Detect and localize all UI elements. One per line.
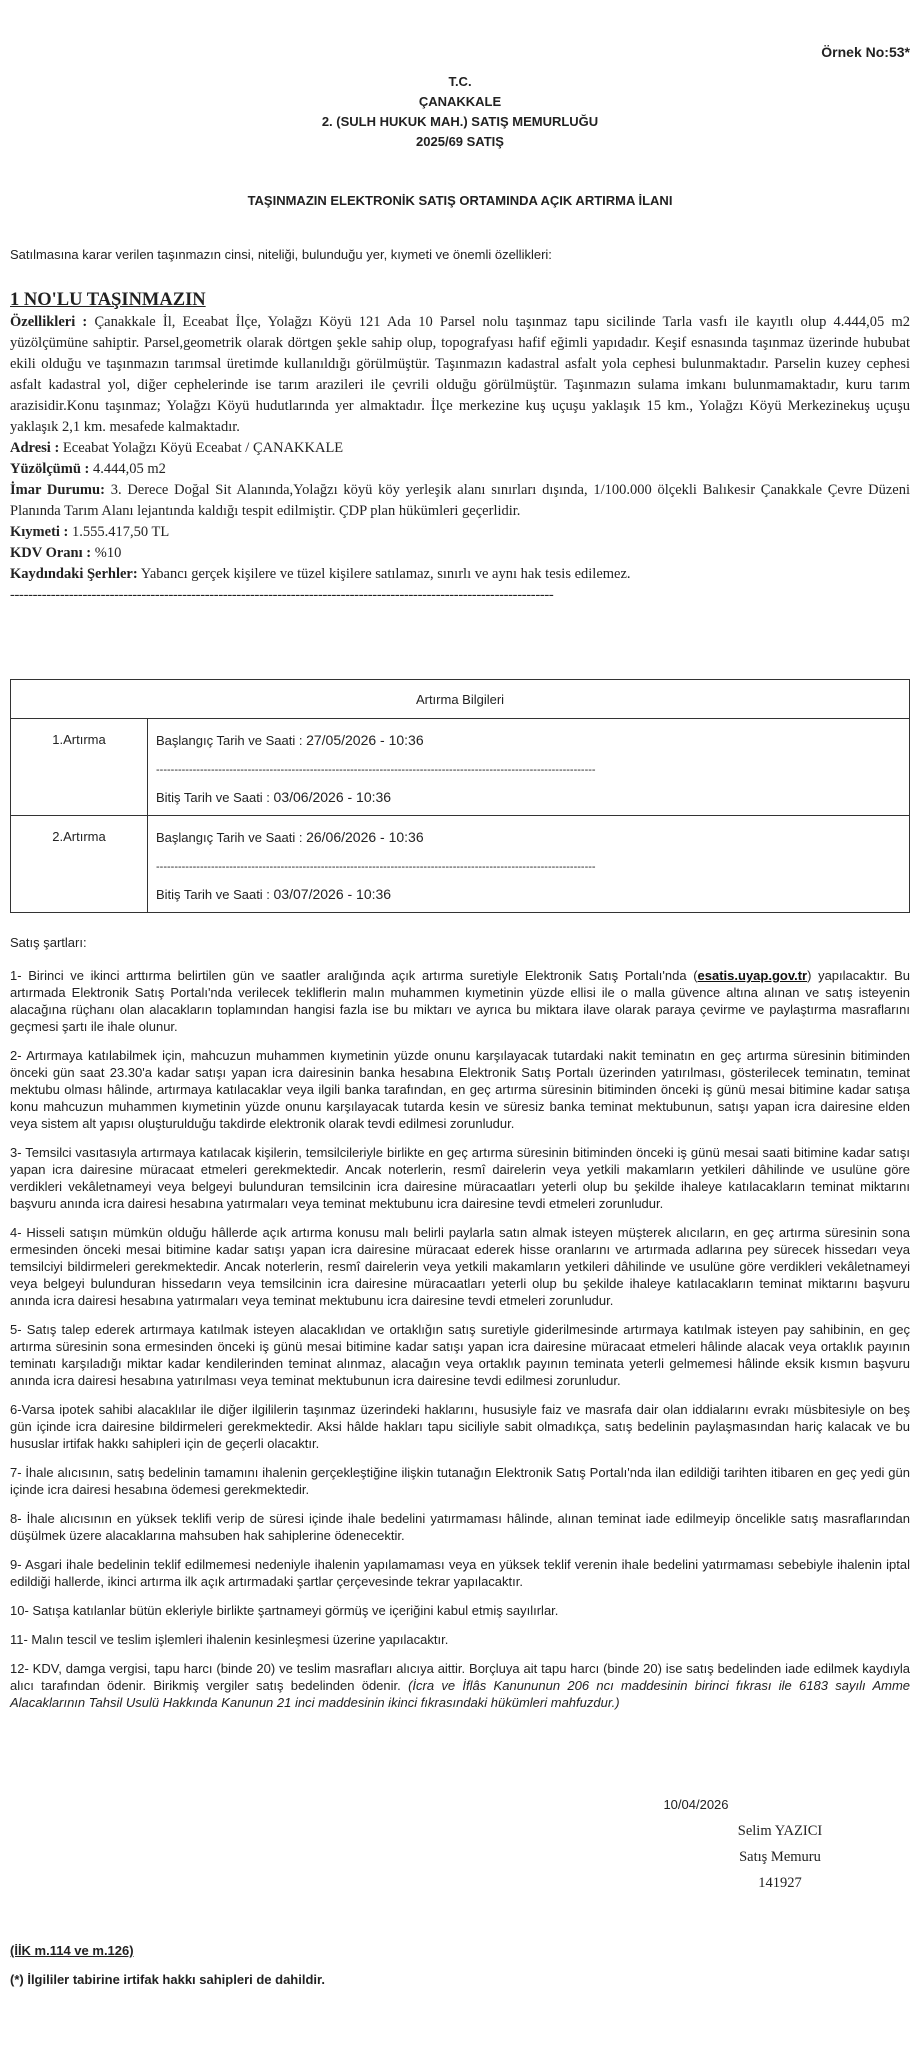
conditions-title: Satış şartları: [10, 935, 87, 950]
property-section [10, 288, 910, 606]
start-label: Başlangıç Tarih ve Saati : [156, 733, 303, 748]
condition-item: 4- Hisseli satışın mümkün olduğu hâllerde açık artırma konusu malı belirli paylarla satın almak isteyen müşterek alıcıların, en geç artırma süresinin sona ermesinden önceki mesai bitimine kadar satışı yapan icra dairesine müracaat ederek hisse oranlarını ve artırmada adlarına pey sürecek hissedarı veya temsilciyi bildirmeleri gerekmektedir. Ancak noterlerin, resmî dairelerin veya yetkili makamların yetkileri dâhilinde ve usulüne göre verdikleri vekâletnameyi veya belgeyi bulunduran hissedarın veya temsilcinin icra dairesine müracaatları yeterli olup bu şekilde ihaleye katılacakların teminat miktarını başvuru anında icra dairesi hesabına yatırmaları veya teminat mektubunu icra dairesine tevdi etmeleri zorunludur. [10, 1225, 910, 1308]
start-value: 27/05/2026 - 10:36 [306, 732, 424, 748]
annotations-label: Kaydındaki Şerhler: [10, 566, 138, 582]
round-details [148, 816, 910, 913]
round-separator: ------------------------------------------------------------------------------------------------------------------------ [156, 764, 596, 776]
esatis-link[interactable]: esatis.uyap.gov.tr [697, 968, 808, 983]
round-end [156, 885, 909, 904]
zoning-label: İmar Durumu: [10, 482, 105, 498]
start-value: 26/06/2026 - 10:36 [306, 829, 424, 845]
annotations-value: Yabancı gerçek kişilere ve tüzel kişilere satılamaz, sınırlı ve aynı hak tesis edilemez. [140, 566, 631, 582]
vat-label: KDV Oranı : [10, 545, 92, 561]
condition-item [10, 1660, 910, 1711]
auction-round-row [11, 816, 910, 913]
signer-name: Selim YAZICI [737, 1823, 823, 1839]
condition-item: 8- İhale alıcısının en yüksek teklifi verip de süresi içinde ihale bedelini yatırmaması hâlinde, alınan teminat iade edilmeyip öncelikle satış masraflarından düşülmek üzere alacaklarına mahsuben hak sahiplerine ödenecektir. [10, 1511, 910, 1543]
area-label: Yüzölçümü : [10, 461, 90, 477]
condition-item [10, 967, 910, 1035]
announcement-title: TAŞINMAZIN ELEKTRONİK SATIŞ ORTAMINDA AÇIK ARTIRMA İLANI [247, 193, 673, 208]
law-reference: (İİK m.114 ve m.126) [10, 1943, 134, 1958]
condition-item: 5- Satış talep ederek artırmaya katılmak isteyen alacaklıdan ve ortaklığın satış suretiyle giderilmesinde artırmaya katılmak isteyen pay sahibinin, en geç artırma süresinin sona ermesinden önceki iş günü mesai bitimine kadar satışı yapan icra dairesine müracaat etmeleri hâlinde alacak veya ortaklık payının teminatı karşıladığı miktar kadar kendilerinden teminat alınmaz, alacağın veya ortaklık payının teminata yeterli gelmemesi hâlinde eksik kısmın başvuru anında icra dairesi hesabına yatırılması veya teminat mektubunun icra dairesine tevdi edilmesi zorunludur. [10, 1322, 910, 1388]
auction-table-header: Artırma Bilgileri [11, 680, 910, 719]
header-line-tc: T.C. [448, 74, 472, 89]
legal-note: (İcra ve İflâs Kanununun 206 ncı maddesinin birinci fıkrası ile 6183 sayılı Amme Alacaklarının Tahsil Usulü Hakkında Kanunun 21 inci maddesinin ikinci fıkrasındaki hükümleri mahfuzdur.) [10, 1678, 910, 1710]
property-value [10, 522, 910, 543]
value-amount: 1.555.417,50 TL [72, 524, 170, 540]
round-separator: ------------------------------------------------------------------------------------------------------------------------ [156, 861, 596, 873]
condition-item: 3- Temsilci vasıtasıyla artırmaya katılacak kişilerin, temsilcileriyle birlikte en geç artırma süresinin bitiminden önceki iş günü mesai saati bitimine kadar satışı yapan icra dairesine müracaat etmeleri gerekmektedir. Ancak noterlerin, resmî dairelerin veya yetkili makamların yetkileri dâhilinde ve usulüne göre verdikleri vekâletnameyi veya belgeyi bulunduran temsilcinin icra dairesine müracaatları yeterli olup bu şekilde ihaleye katılacakların teminat miktarını başvuru anında icra dairesi hesabına yatırmaları veya teminat mektubunu icra dairesine tevdi etmeleri zorunludur. [10, 1145, 910, 1211]
round-label: 1.Artırma [11, 719, 148, 816]
area-value: 4.444,05 m2 [92, 461, 166, 477]
sample-number: Örnek No:53* [821, 44, 910, 60]
condition-item: 2- Artırmaya katılabilmek için, mahcuzun muhammen kıymetinin yüzde onunu karşılayacak tutardaki nakit teminatın en geç artırma süresinin bitiminden önceki gün saat 23.30'a kadar satışı yapan icra dairesinin banka hesabına Elektronik Satış Portalı üzerinden yatırılması, gösterilecek teminatın, teminat mektubu olması hâlinde, artırmaya katılacaklar veya ilgili banka tarafından, en geç artırma süresinin bitiminden önceki iş günü mesai bitimine kadar satışa konu mahcuzun muhammen kıymetinin yüzde onunu karşılayacak tutarda kesin ve süresiz banka teminat mektubunun, satışı yapan icra dairesine elden veya sistem alt yapısı oluşturulduğu takdirde elektronik olarak tevdi edilmesi zorunludur. [10, 1048, 910, 1131]
property-address [10, 438, 910, 459]
header-line-file-no: 2025/69 SATIŞ [416, 134, 504, 149]
round-label: 2.Artırma [11, 816, 148, 913]
property-area [10, 459, 910, 480]
round-details [148, 719, 910, 816]
property-features [10, 312, 910, 438]
end-value: 03/06/2026 - 10:36 [273, 789, 392, 805]
condition-item: 9- Asgari ihale bedelinin teklif edilmemesi nedeniyle ihalenin yapılamaması veya en yüksek teklif verenin ihale bedelini yatırmaması sebebiyle ihalenin iptal edildiği hallerde, ikinci artırma ilk açık artırmadaki şartlar çerçevesinde tekrar yapılacaktır. [10, 1557, 910, 1589]
auction-table [10, 679, 910, 913]
intro-text: Satılmasına karar verilen taşınmazın cinsi, niteliği, bulunduğu yer, kıymeti ve önemli özellikleri: [10, 247, 552, 262]
round-start [156, 731, 909, 750]
address-value: Eceabat Yolağzı Köyü Eceabat / ÇANAKKALE [62, 440, 344, 456]
end-label: Bitiş Tarih ve Saati : [156, 887, 270, 902]
header-line-city: ÇANAKKALE [418, 94, 502, 109]
condition-item: 11- Malın tescil ve teslim işlemleri ihalenin kesinleşmesi üzerine yapılacaktır. [10, 1632, 449, 1647]
start-label: Başlangıç Tarih ve Saati : [156, 830, 303, 845]
institution-header [10, 72, 910, 152]
header-line-office: 2. (SULH HUKUK MAH.) SATIŞ MEMURLUĞU [321, 114, 599, 129]
features-text: Çanakkale İl, Eceabat İlçe, Yolağzı Köyü 121 Ada 10 Parsel nolu taşınmaz tapu sicilinde Tarla vasfı ile kayıtlı olup 4.444,05 m2 yüzölçümüne sahiptir. Parsel,geometrik olarak dörtgen şekle sahip olup, topografyası hafif eğimli yapıdadır. Keşif esnasında taşınmaz üzerinde hububat ekili olduğu ve taşınmazın tarımsal üretimde kullanıldığı görülmüştür. Taşınmazın kadastral asfalt yola cephesi bulunmaktadır. Parselin kuzey cephesi asfalt kadastral yol, diğer cephelerinde ise tarım arazileri ile çevrili olduğu görülmüştür. Taşınmazın sulama imkanı bulunmamaktadır, kuru tarım arazisidir.Konu taşınmaz; Yolağzı Köyü hudutlarında yer almaktadır. İlçe merkezine kuş uçuşu yaklaşık 15 km., Yolağzı Köyü Merkezinekuş uçuşu yaklaşık 2,1 km. mesafede kalmaktadır. [10, 314, 911, 435]
end-label: Bitiş Tarih ve Saati : [156, 790, 270, 805]
signer-id: 141927 [758, 1875, 802, 1891]
property-zoning [10, 480, 910, 522]
zoning-value: 3. Derece Doğal Sit Alanında,Yolağzı köyü köy yerleşik alanı sınırları dışında, 1/100.000 ölçekli Balıkesir Çanakkale Çevre Düzeni Planında Tarım Alanı lejantında kaldığı tespit edilmiştir. ÇDP plan hükümleri geçerlidir. [10, 482, 911, 519]
round-start [156, 828, 909, 847]
signature-block [700, 1818, 860, 1896]
property-vat [10, 543, 910, 564]
property-heading: 1 NO'LU TAŞINMAZIN [10, 290, 206, 310]
signature-date: 10/04/2026 [663, 1797, 729, 1812]
condition-item: 6-Varsa ipotek sahibi alacaklılar ile diğer ilgililerin taşınmaz üzerindeki haklarını, hususiyle faiz ve masrafa dair olan iddialarını evrakı müsbitesiyle on beş gün içinde icra dairesine bildirmeleri gerekmektedir. Aksi hâlde hakları tapu siciliyle sabit olmadıkça, satış bedelinin paylaşmasından hariç kalacak ve bu hususlar irtifak hakkı sahipleri için de geçerli olacaktır. [10, 1402, 910, 1451]
condition-text: 1- Birinci ve ikinci arttırma belirtilen gün ve saatler aralığında açık artırma suretiyle Elektronik Satış Portalı'nda ( [10, 968, 698, 983]
condition-item: 10- Satışa katılanlar bütün ekleriyle birlikte şartnameyi görmüş ve içeriğini kabul etmiş sayılırlar. [10, 1603, 559, 1618]
auction-round-row [11, 719, 910, 816]
sale-conditions [10, 934, 910, 1723]
address-label: Adresi : [10, 440, 60, 456]
end-value: 03/07/2026 - 10:36 [273, 886, 392, 902]
property-separator: ------------------------------------------------------------------------------------------------------------------------ [10, 587, 554, 603]
features-label: Özellikleri : [10, 314, 88, 330]
condition-text: ) yapılacaktır. Bu artırmada Elektronik Satış Portalı'nda verilecek tekliflerin malın muhammen kıymetinin yüzde ellisi ile o malla güvence altına alınan ve satış isteyenin alacağına rüçhanı olan alacakların toplamından hangisi fazla ise bu miktarı ve ayrıca bu miktara ilave olarak paraya çevirme ve paylaştırma masraflarını geçmesi şartı ile ihale olunur. [10, 968, 910, 1034]
property-annotations [10, 564, 910, 585]
footnote: (*) İlgililer tabirine irtifak hakkı sahipleri de dahildir. [10, 1972, 325, 1987]
signer-title: Satış Memuru [739, 1849, 821, 1865]
vat-value: %10 [94, 545, 122, 561]
condition-text: 12- KDV, damga vergisi, tapu harcı (binde 20) ve teslim masrafları alıcıya aittir. Borçluya ait tapu harcı (binde 20) ise satış bedelinden iade edilmek kaydıyla alıcı tarafından ödenir. Birikmiş vergiler satış bedelinden ödenir. [10, 1661, 910, 1693]
round-end [156, 788, 909, 807]
value-label: Kıymeti : [10, 524, 69, 540]
condition-item: 7- İhale alıcısının, satış bedelinin tamamını ihalenin gerçekleştiğine ilişkin tutanağın Elektronik Satış Portalı'nda ilan edildiği tarihten itibaren en geç yedi gün içinde icra dairesi hesabına ödemesi gerekmektedir. [10, 1465, 910, 1497]
